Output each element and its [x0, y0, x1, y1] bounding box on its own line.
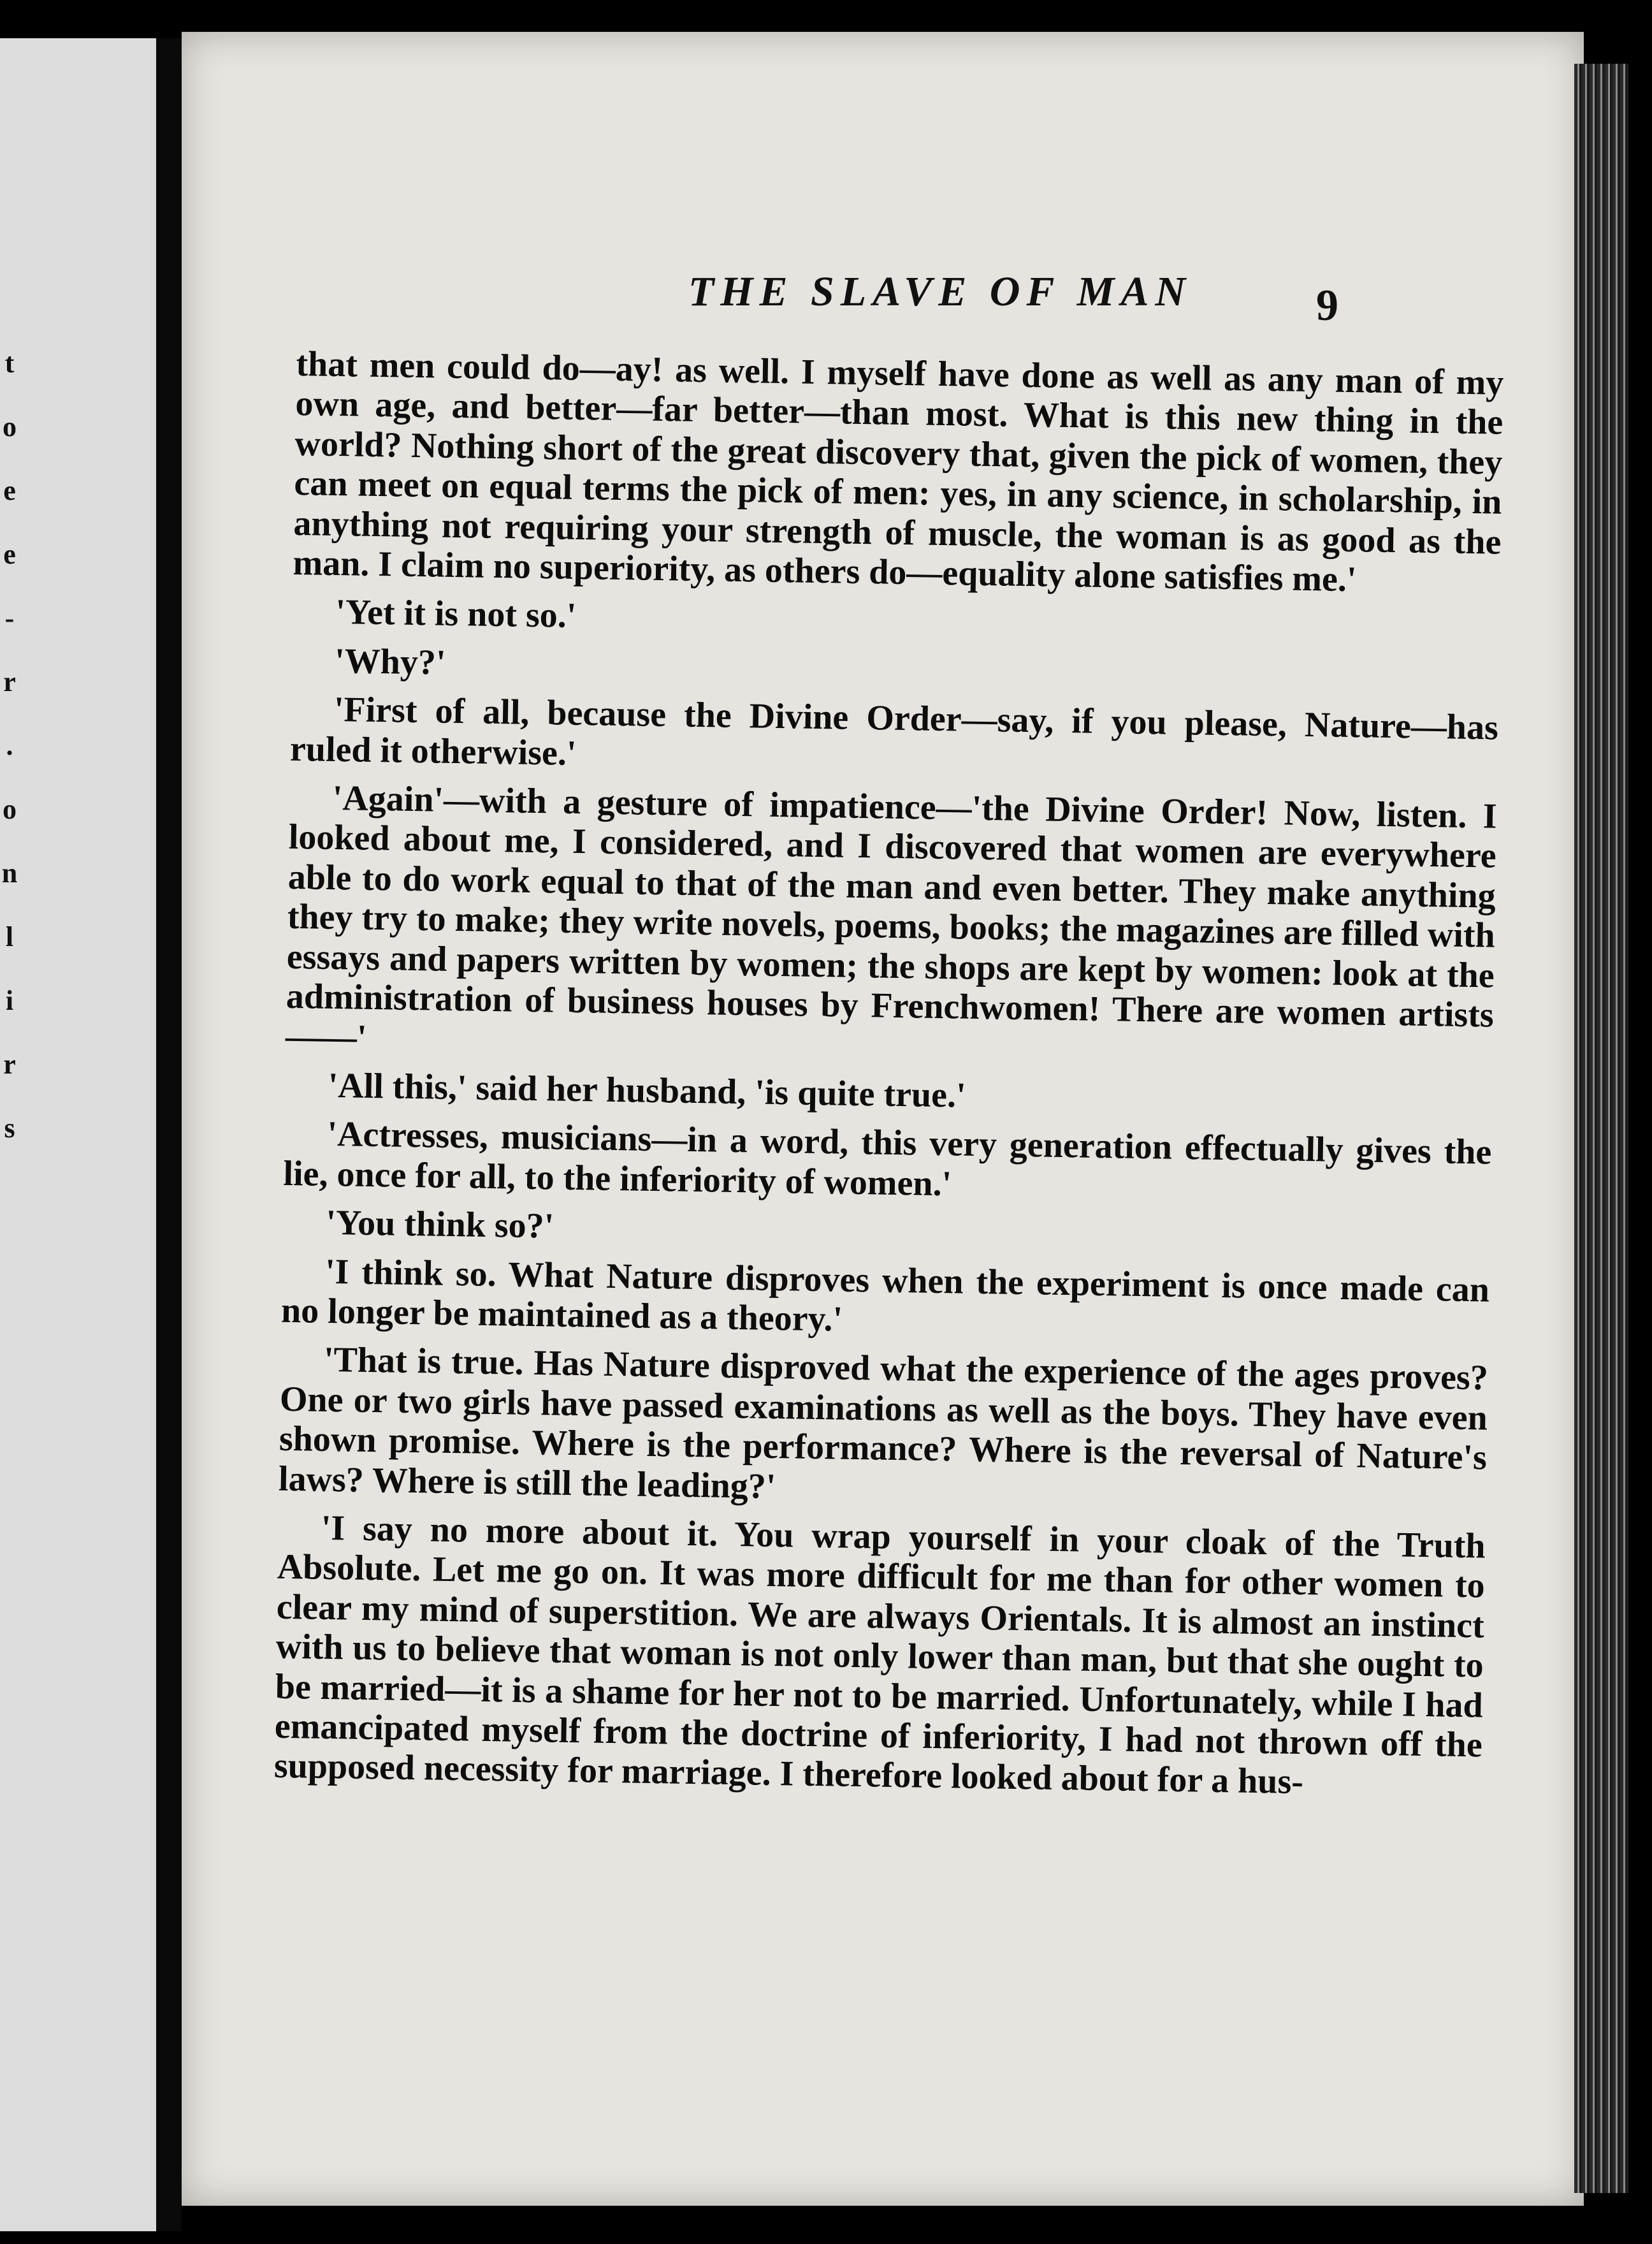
- paragraph: 'Actresses, musicians—in a word, this very generation effectually gives the lie, once for all, to the inferiority of women.': [283, 1114, 1492, 1204]
- paragraph: that men could do—ay! as well. I myself have done as well as any man of my own age, and better—far better—than most. What is this new thing in the world? Nothing short of the great discovery that, given the pick of women, they can meet on equal terms the pick of men: yes, in any science, in scholarship, in anything not requiring your strength of muscle, the woman is as good as the man. I claim no superiority, as others do—equality alone satisfies me.': [293, 344, 1504, 600]
- margin-letter: -: [4, 602, 15, 634]
- margin-letter: o: [3, 794, 17, 825]
- page-block-edge: [1574, 64, 1628, 2193]
- paragraph: 'You think so?': [325, 1203, 554, 1246]
- margin-letter: s: [4, 1112, 15, 1144]
- margin-letter: i: [5, 985, 14, 1016]
- page-number: 9: [1316, 281, 1338, 330]
- paragraph: 'I say no more about it. You wrap yourself in your cloak of the Truth Absolute. Let me go on. It was more difficult for me than for other women to clear my mind of superstition. We are always Orientals. It is almost an instinct with us to believe that woman is not only lower than man, but that she ought to be married—it is a shame for her not to be married. Unfortunately, while I had emancipated myself from the doctrine of inferiority, I had not thrown off the supposed necessity for marriage. I therefore looked about for a hus-: [273, 1508, 1486, 1802]
- margin-letter: .: [6, 730, 13, 761]
- paragraph: 'Why?': [334, 641, 446, 683]
- previous-page-margin-letters: [0, 332, 19, 1160]
- paragraph: 'All this,' said her husband, 'is quite true.': [328, 1065, 967, 1116]
- paragraph: 'I think so. What Nature disproves when the experiment is once made can no longer be maintained as a theory.': [280, 1251, 1490, 1339]
- margin-letter: e: [3, 539, 16, 570]
- paragraph: 'Again'—with a gesture of impatience—'the Divine Order! Now, listen. I looked about me, I considered, and I discovered that women are everywhere able to do work equal to that of the man and even better. They make anything they try to make; they write novels, poems, books; the magazines are filled with essays and papers written by women; the shops are kept by women: look at the administration of business houses by Frenchwomen! There are women artists——': [285, 778, 1498, 1058]
- margin-letter: l: [5, 921, 14, 952]
- body-text: [273, 344, 1504, 1814]
- paragraph: 'First of all, because the Divine Order—say, if you please, Nature—has ruled it otherwise.': [289, 690, 1499, 773]
- margin-letter: e: [3, 475, 16, 506]
- margin-letter: r: [3, 666, 16, 697]
- margin-letter: n: [1, 857, 18, 889]
- previous-page: [0, 38, 156, 2231]
- running-head: THE SLAVE OF MAN: [688, 268, 1192, 315]
- margin-letter: r: [3, 1049, 16, 1080]
- book-gutter: [156, 38, 182, 2231]
- margin-letter: t: [4, 347, 15, 379]
- page-header: [182, 268, 1584, 332]
- paragraph: 'That is true. Has Nature disproved what the experience of the ages proves? One or two girls have passed examinations as well as the boys. They have even shown promise. Where is the performance? Where is the reversal of Nature's laws? Where is still the leading?': [278, 1340, 1489, 1506]
- margin-letter: o: [3, 411, 17, 442]
- book-page: [182, 32, 1584, 2206]
- paragraph: 'Yet it is not so.': [335, 592, 577, 636]
